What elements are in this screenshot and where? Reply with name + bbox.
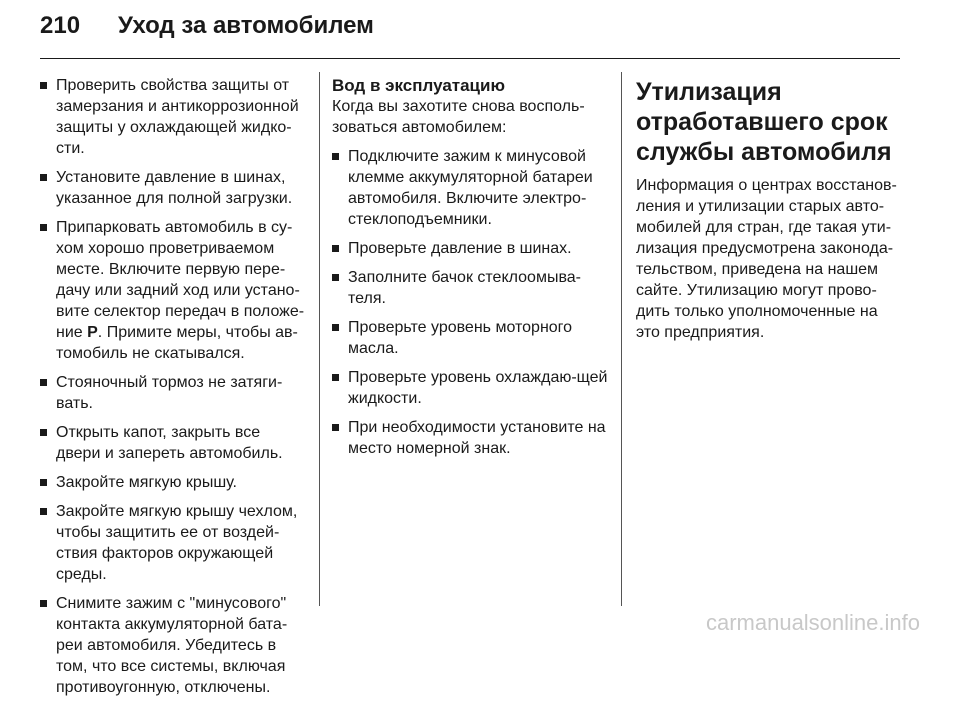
- list-item: Закройте мягкую крышу чехлом, чтобы защитить ее от воздей-ствия факторов окружающей среды.: [40, 501, 306, 585]
- page-header: [40, 12, 374, 52]
- bullet-icon: [40, 82, 47, 89]
- bullet-icon: [332, 274, 339, 281]
- bullet-icon: [332, 153, 339, 160]
- bullet-icon: [332, 374, 339, 381]
- list-item: Снимите зажим с "минусового" контакта аккумуляторной бата-реи автомобиля. Убедитесь в том, что все системы, включая противоугонную, отключены.: [40, 593, 306, 698]
- list-item: Проверьте давление в шинах.: [332, 238, 608, 259]
- list-item: Закройте мягкую крышу.: [40, 472, 306, 493]
- list-item: Открыть капот, закрыть все двери и запереть автомобиль.: [40, 422, 306, 464]
- column-right: [636, 75, 902, 351]
- column-left: [40, 75, 306, 706]
- section-body: Информация о центрах восстанов-ления и утилизации старых авто-мобилей для стран, где такая ути-лизация предусмотрена законода-тельством, приведена на нашем сайте. Утилизацию могут прово-дить только уполномоченные на это предприятия.: [636, 177, 897, 341]
- list-item: Стояночный тормоз не затяги-вать.: [40, 372, 306, 414]
- section-heading: Утилизация отработавшего срок службы автомобиля: [636, 78, 892, 166]
- list-item: При необходимости установите на место номерной знак.: [332, 417, 608, 459]
- page-number: 210: [40, 12, 81, 39]
- bullet-icon: [40, 174, 47, 181]
- list-item: Заполните бачок стеклоомыва-теля.: [332, 267, 608, 309]
- section-heading: Вод в эксплуатацию: [332, 76, 505, 95]
- bullet-icon: [332, 324, 339, 331]
- bullet-icon: [40, 600, 47, 607]
- section-intro: Когда вы захотите снова восполь-зоваться автомобилем:: [332, 98, 585, 136]
- list-item: Припарковать автомобиль в су-хом хорошо проветриваемом месте. Включите первую пере-дачу или задний ход или устано-вите селектор передач в положе-ние P. Примите меры, чтобы ав-томобиль не скатывался.: [40, 217, 306, 364]
- column-middle: [332, 75, 608, 467]
- column-divider: [319, 72, 320, 606]
- bullet-icon: [40, 379, 47, 386]
- bullet-icon: [40, 224, 47, 231]
- header-rule: [40, 58, 900, 59]
- bullet-icon: [40, 508, 47, 515]
- list-item: Проверьте уровень охлаждаю-щей жидкости.: [332, 367, 608, 409]
- bullet-icon: [40, 429, 47, 436]
- gear-position-label: P: [87, 324, 98, 341]
- watermark: carmanualsonline.info: [705, 610, 920, 635]
- bullet-icon: [40, 479, 47, 486]
- bullet-icon: [332, 424, 339, 431]
- list-item: Проверьте уровень моторного масла.: [332, 317, 608, 359]
- page-title: Уход за автомобилем: [118, 12, 374, 39]
- list-item: Подключите зажим к минусовой клемме аккумуляторной батареи автомобиля. Включите электро-стеклоподъемники.: [332, 146, 608, 230]
- column-divider: [621, 72, 622, 606]
- list-item: Установите давление в шинах, указанное для полной загрузки.: [40, 167, 306, 209]
- list-item: Проверить свойства защиты от замерзания и антикоррозионной защиты у охлаждающей жидко-сти.: [40, 75, 306, 159]
- storage-checklist: [40, 75, 306, 698]
- recommissioning-checklist: [332, 146, 608, 459]
- bullet-icon: [332, 245, 339, 252]
